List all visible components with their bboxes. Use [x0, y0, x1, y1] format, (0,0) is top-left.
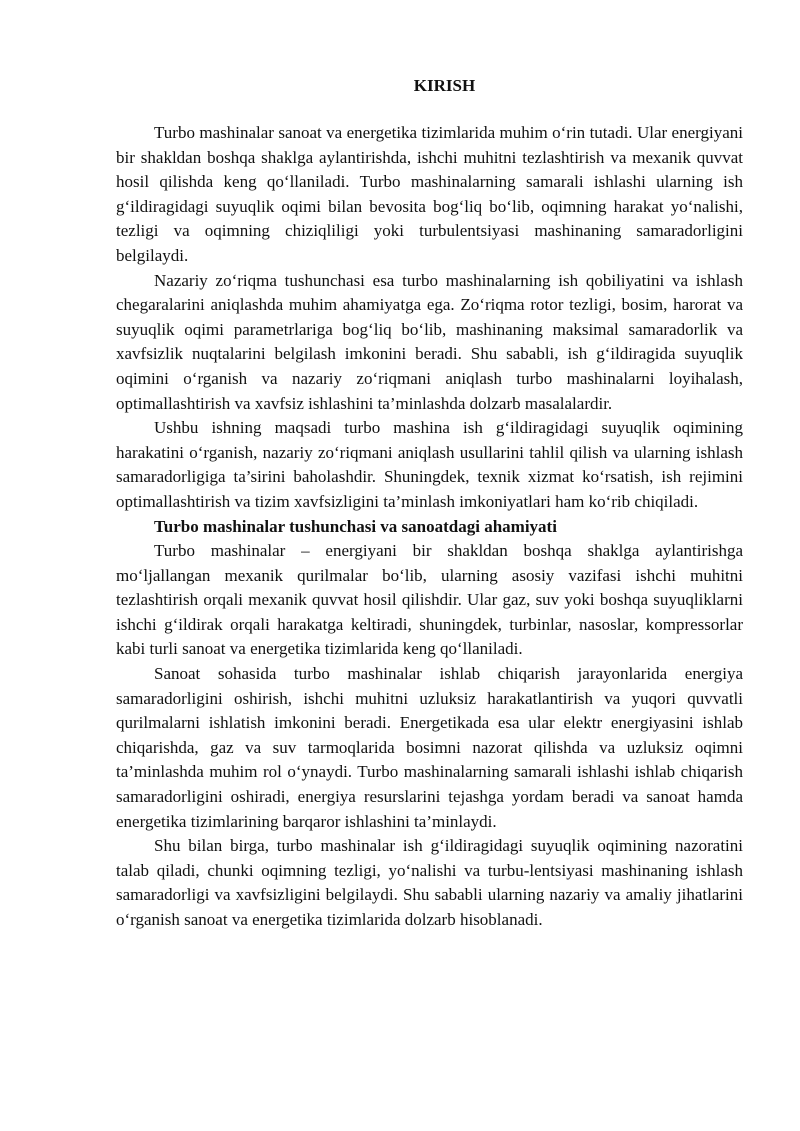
page-title: KIRISH [413, 76, 476, 95]
section-paragraph-1: Turbo mashinalar – energiyani bir shakldan boshqa shaklga aylantirishga mo‘ljallangan mexanik qurilmalar bo‘lib, ularning asosiy vazifasi ishchi muhitni tezlashtirish orqali mexanik quvvat hosil qilishdir. Ular gaz, suv yoki boshqa suyuqliklarni ishchi g‘ildirak orqali harakatga keltiradi, shuningdek, turbinlar, nasoslar, kompressorlar kabi turli sanoat va energetika tizimlarida keng qo‘llaniladi. [116, 541, 743, 659]
intro-paragraph-1: Turbo mashinalar sanoat va energetika tizimlarida muhim o‘rin tutadi. Ular energiyani bir shakldan boshqa shaklga aylantirishda, ishchi muhitni tezlashtirish va mexanik quvvat hosil qilishda keng qo‘llaniladi. Turbo mashinalarning samarali ishlashi ularning ish g‘ildiragidagi suyuqlik oqimi bilan bevosita bog‘liq bo‘lib, oqimning harakat yo‘nalishi, tezligi va oqimning chiziqliligi yoki turbulentsiyasi mashinaning samaradorligini belgilaydi. [116, 123, 743, 265]
section-heading: Turbo mashinalar tushunchasi va sanoatdagi ahamiyati [154, 516, 557, 536]
intro-paragraph-2: Nazariy zo‘riqma tushunchasi esa turbo mashinalarning ish qobiliyatini va ishlash chegaralarini aniqlashda muhim ahamiyatga ega. Zo‘riqma rotor tezligi, bosim, harorat va suyuqlik oqimi parametrlariga bog‘liq bo‘lib, mashinaning maksimal samaradorlik va xavfsizlik nuqtalarini belgilash imkonini beradi. Shu sababli, ish g‘ildiragida suyuqlik oqimini o‘rganish va nazariy zo‘riqmani aniqlash turbo mashinalarni loyihalash, optimallashtirish va xavfsiz ishlashini ta’minlashda dolzarb masalalardir. [116, 270, 743, 413]
intro-paragraph-3: Ushbu ishning maqsadi turbo mashina ish g‘ildiragidagi suyuqlik oqimining harakatini o‘rganish, nazariy zo‘riqmani aniqlash usullarini tahlil qilish va ularning ishlash samaradorligiga ta’sirini baholashdir. Shuningdek, texnik xizmat ko‘rsatish, ish rejimini optimallashtirish va tizim xavfsizligini ta’minlash imkoniyatlari ham ko‘rib chiqiladi. [116, 418, 743, 511]
section-paragraph-2: Sanoat sohasida turbo mashinalar ishlab chiqarish jarayonlarida energiya samaradorligini oshirish, ishchi muhitni uzluksiz harakatlantirish va yuqori quvvatli qurilmalarni ishlatish imkonini beradi. Energetikada esa ular elektr energiyasini ishlab chiqarishda, gaz va suv tarmoqlarida bosimni nazorat qilishda va uzluksiz oqimni ta’minlashda muhim rol o‘ynaydi. Turbo mashinalarning samarali ishlashi ishlab chiqarish samaradorligini oshiradi, energiya resurslarini tejashga yordam beradi va sanoat hamda energetika tizimlarining barqaror ishlashini ta’minlaydi. [116, 664, 743, 831]
section-paragraph-3: Shu bilan birga, turbo mashinalar ish g‘ildiragidagi suyuqlik oqimining nazoratini talab qiladi, chunki oqimning tezligi, yo‘nalishi va turbu-lentsiyasi mashinaning ishlash samaradorligi va xavfsizligini belgilaydi. Shu sababli ularning nazariy va amaliy jihatlarini o‘rganish sanoat va energetika tizimlarida dolzarb hisoblanadi. [116, 836, 743, 929]
